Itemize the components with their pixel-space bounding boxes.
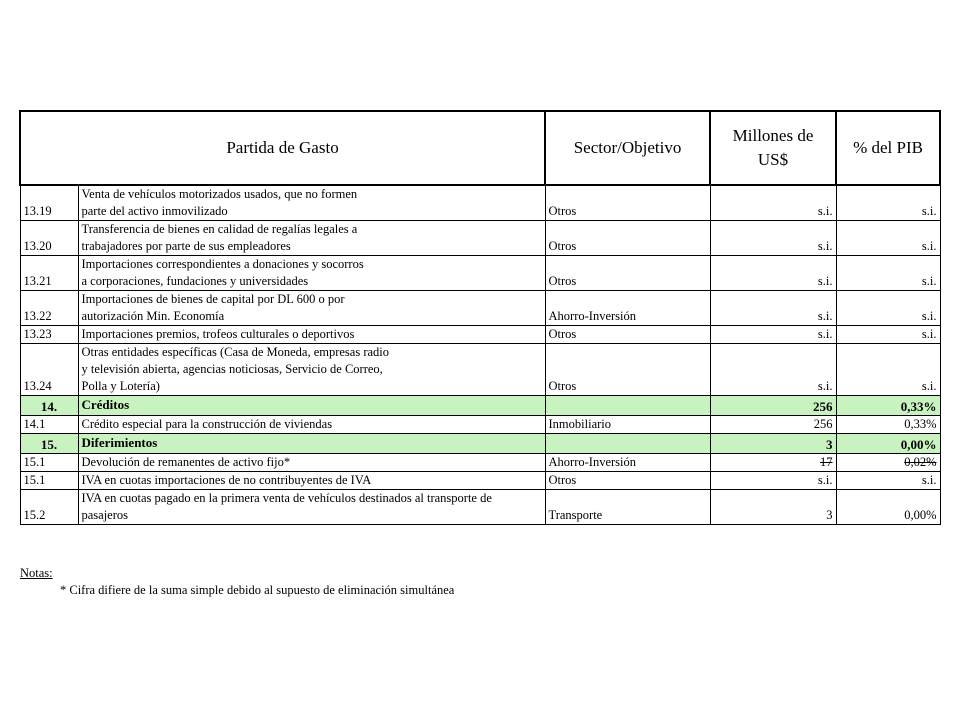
- desc-line: Otras entidades específicas (Casa de Moneda, empresas radio: [81, 345, 390, 359]
- desc-line: Importaciones de bienes de capital por DL 600 o por: [81, 292, 345, 306]
- row-sector: Otros: [545, 221, 710, 256]
- table-row: [20, 291, 940, 326]
- row-sector: Otros: [545, 326, 710, 344]
- row-millones: s.i.: [710, 472, 836, 490]
- row-pct: 0,00%: [836, 490, 940, 525]
- table-row: [20, 326, 940, 344]
- row-number: 15.2: [20, 490, 78, 525]
- desc-line: IVA en cuotas pagado en la primera venta de vehículos destinados al transporte de: [81, 491, 492, 505]
- section-pct: 0,33%: [836, 396, 940, 416]
- row-sector: Otros: [545, 256, 710, 291]
- row-pct: s.i.: [836, 221, 940, 256]
- row-pct: s.i.: [836, 291, 940, 326]
- row-description: Devolución de remanentes de activo fijo*: [78, 454, 545, 472]
- desc-line: Venta de vehículos motorizados usados, que no formen: [81, 187, 358, 201]
- row-millones: s.i.: [710, 185, 836, 221]
- section-sector-empty: [545, 434, 710, 454]
- row-millones: s.i.: [710, 256, 836, 291]
- row-sector: Transporte: [545, 490, 710, 525]
- desc-line: Polla y Lotería): [81, 379, 160, 393]
- desc-line: pasajeros: [81, 508, 129, 522]
- struck-value: 0,02%: [904, 455, 937, 469]
- row-millones: [710, 454, 836, 472]
- row-description: [78, 344, 545, 396]
- section-millones: 256: [710, 396, 836, 416]
- row-millones: 3: [710, 490, 836, 525]
- desc-line: y televisión abierta, agencias noticiosas, Servicio de Correo,: [81, 362, 383, 376]
- desc-line: Importaciones correspondientes a donaciones y socorros: [81, 257, 364, 271]
- table-row: [20, 472, 940, 490]
- table-row: [20, 454, 940, 472]
- row-millones: s.i.: [710, 291, 836, 326]
- row-number: 13.24: [20, 344, 78, 396]
- row-description: [78, 490, 545, 525]
- row-millones: s.i.: [710, 221, 836, 256]
- row-pct: s.i.: [836, 185, 940, 221]
- row-pct: 0,33%: [836, 416, 940, 434]
- row-pct: [836, 454, 940, 472]
- row-sector: Ahorro-Inversión: [545, 454, 710, 472]
- section-number: 14.: [20, 396, 78, 416]
- table-row: [20, 185, 940, 221]
- row-description: [78, 256, 545, 291]
- row-number: 13.21: [20, 256, 78, 291]
- row-pct: s.i.: [836, 472, 940, 490]
- table-header-row: [20, 111, 940, 185]
- row-sector: Otros: [545, 344, 710, 396]
- row-description: [78, 291, 545, 326]
- desc-line: a corporaciones, fundaciones y universidades: [81, 274, 309, 288]
- header-millones: [710, 111, 836, 185]
- table-row: [20, 221, 940, 256]
- section-millones: 3: [710, 434, 836, 454]
- table-row: [20, 344, 940, 396]
- header-pct: % del PIB: [836, 111, 940, 185]
- struck-value: 17: [820, 455, 833, 469]
- row-number: 13.23: [20, 326, 78, 344]
- section-number: 15.: [20, 434, 78, 454]
- section-label: Créditos: [78, 396, 545, 416]
- desc-line: Transferencia de bienes en calidad de regalías legales a: [81, 222, 358, 236]
- row-sector: Otros: [545, 185, 710, 221]
- row-number: 15.1: [20, 454, 78, 472]
- tax-expenditure-table: [19, 110, 941, 525]
- row-millones: s.i.: [710, 344, 836, 396]
- row-pct: s.i.: [836, 256, 940, 291]
- row-millones: s.i.: [710, 326, 836, 344]
- row-description: [78, 221, 545, 256]
- row-description: Crédito especial para la construcción de viviendas: [78, 416, 545, 434]
- section-sector-empty: [545, 396, 710, 416]
- header-millones-l1: Millones de: [732, 126, 814, 145]
- table-row: [20, 416, 940, 434]
- row-description: Importaciones premios, trofeos culturales o deportivos: [78, 326, 545, 344]
- notes-title: Notas:: [20, 566, 53, 580]
- row-millones: 256: [710, 416, 836, 434]
- section-pct: 0,00%: [836, 434, 940, 454]
- row-description: [78, 185, 545, 221]
- row-number: 13.20: [20, 221, 78, 256]
- notes: [20, 565, 454, 599]
- header-sector: Sector/Objetivo: [545, 111, 710, 185]
- desc-line: trabajadores por parte de sus empleadores: [81, 239, 291, 253]
- table-row: [20, 490, 940, 525]
- desc-line: parte del activo inmovilizado: [81, 204, 228, 218]
- section-row-creditos: [20, 396, 940, 416]
- row-number: 14.1: [20, 416, 78, 434]
- section-label: Diferimientos: [78, 434, 545, 454]
- row-sector: Inmobiliario: [545, 416, 710, 434]
- footnote: * Cifra difiere de la suma simple debido al supuesto de eliminación simultánea: [60, 583, 455, 597]
- header-millones-l2: US$: [757, 150, 789, 169]
- row-number: 15.1: [20, 472, 78, 490]
- row-sector: Ahorro-Inversión: [545, 291, 710, 326]
- row-sector: Otros: [545, 472, 710, 490]
- row-description: IVA en cuotas importaciones de no contribuyentes de IVA: [78, 472, 545, 490]
- desc-line: autorización Min. Economía: [81, 309, 225, 323]
- row-number: 13.19: [20, 185, 78, 221]
- row-number: 13.22: [20, 291, 78, 326]
- header-partida: Partida de Gasto: [20, 111, 545, 185]
- row-pct: s.i.: [836, 344, 940, 396]
- table-row: [20, 256, 940, 291]
- row-pct: s.i.: [836, 326, 940, 344]
- section-row-diferimientos: [20, 434, 940, 454]
